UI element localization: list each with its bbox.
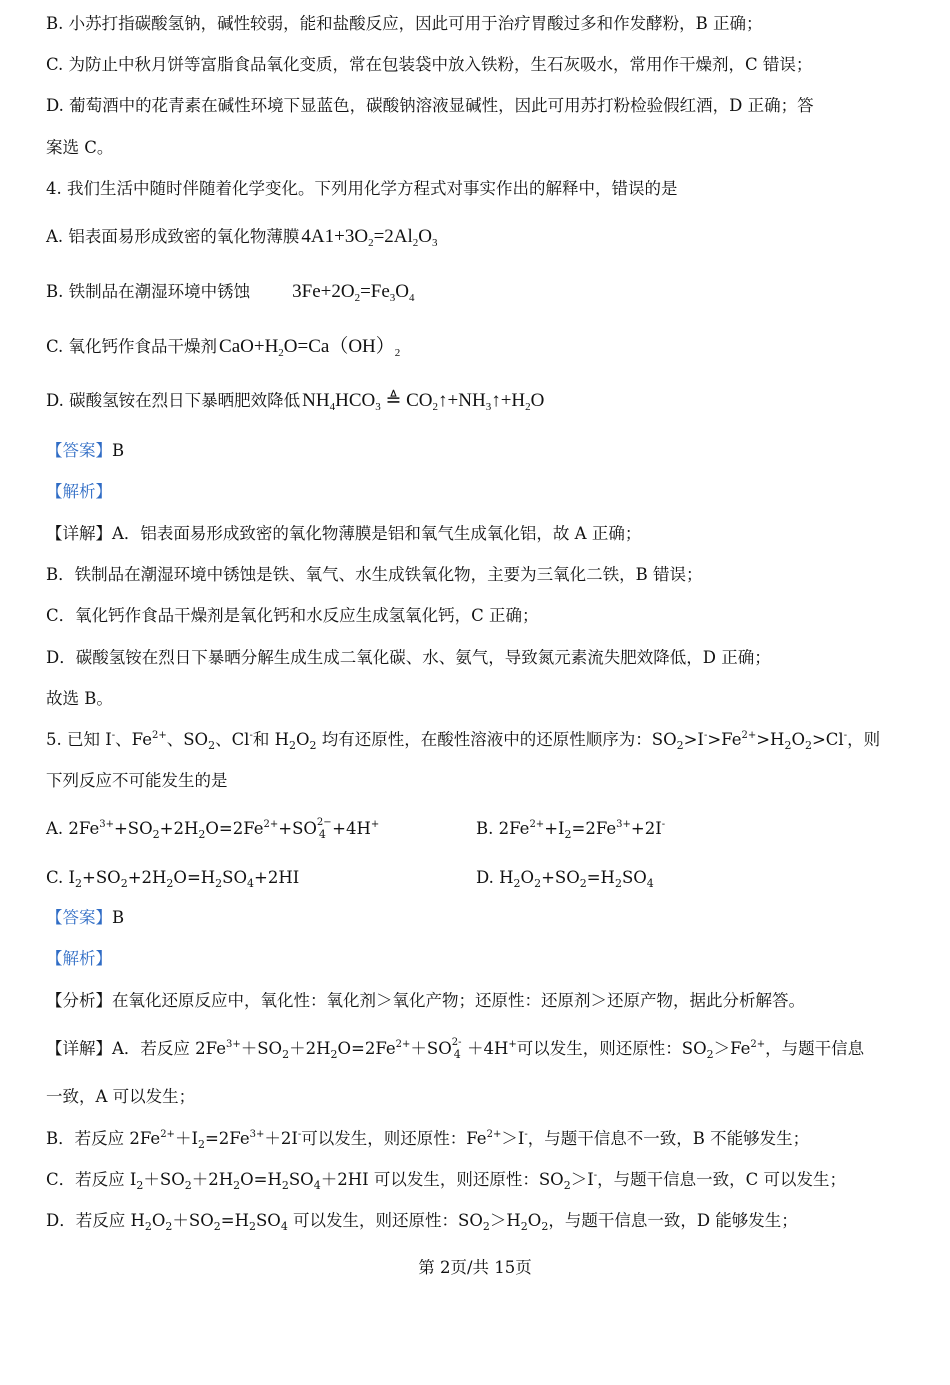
option-5b: B. $2Fe^{2+}+I_2=2Fe^{3+}+2I^-$ [476,819,666,841]
option-5c: C. $I_2+SO_2+2H_2O=H_2SO_4+2HI$ [46,868,300,890]
page-footer: 第 2页/共 15页 [418,1258,532,1277]
text-line: 案选 C。 [46,138,114,157]
detail-5a: 【详解】A．若反应 $2Fe^{3+}+SO_2+2H_2O=2Fe^{2+}+SO$ 2- 4 ＋4H+可以发生，则还原性：$SO_2>Fe^{2+}$，与题干信息 [46,1037,865,1061]
detail-4b: B．铁制品在潮湿环境中锈蚀是铁、氧气、水生成铁氧化物，主要为三氧化二铁，B 错误； [46,565,703,584]
question-5: 5. 已知 I-、$Fe^{2+}$、$SO_2$、Cl-和 $H_2O_2$ 均有还原性，在酸性溶液中的还原性顺序为：$SO_2>I^->Fe^{2+}>H_2O_2>Cl^-$，则 [46,730,881,752]
text-line: B. 小苏打指碳酸氢钠，碱性较弱，能和盐酸反应，因此可用于治疗胃酸过多和作发酵粉，B 正确； [46,14,763,33]
detail-4c: C．氧化钙作食品干燥剂是氧化钙和水反应生成氢氧化钙，C 正确； [46,606,539,625]
answer-4: 【答案】B [46,441,125,460]
detail-4-end: 故选 B。 [46,689,113,708]
option-4c: C. 氧化钙作食品干燥剂 $CaO+H_2O=Ca(OH)_2$ [46,336,401,359]
analysis-5: 【分析】在氧化还原反应中，氧化性：氧化剂＞氧化产物；还原性：还原剂＞还原产物，据此分析解答。 [46,991,805,1010]
answer-tag: 【答案】 [46,441,112,460]
option-4b: B. 铁制品在潮湿环境中锈蚀 $3Fe+2O_2=Fe_3O_4$ [46,281,415,304]
analysis-tag-5: 【解析】 [46,949,112,968]
analysis-tag-4: 【解析】 [46,482,112,501]
question-5-cont: 下列反应不可能发生的是 [46,771,228,790]
detail-5a-cont: 一致，A 可以发生； [46,1087,196,1106]
detail-4a: 【详解】A．铝表面易形成致密的氧化物薄膜是铝和氧气生成氧化铝，故 A 正确； [46,524,642,543]
question-4: 4. 我们生活中随时伴随着化学变化。下列用化学方程式对事实作出的解释中，错误的是 [46,179,678,198]
option-4a: A. 铝表面易形成致密的氧化物薄膜 $4A1+3O_2=2Al_2O_3$ [46,226,438,249]
text-line: C. 为防止中秋月饼等富脂食品氧化变质，常在包装袋中放入铁粉，生石灰吸水，常用作干燥剂，C 错误； [46,55,813,74]
text-line: D. 葡萄酒中的花青素在碱性环境下显蓝色，碳酸钠溶液显碱性，因此可用苏打粉检验假红酒，D 正确；答 [46,96,814,115]
detail-5d: D．若反应 $H_2O_2+SO_2=H_2SO_4$ 可以发生，则还原性：$SO_2>H_2O_2$，与题干信息一致，D 能够发生； [46,1211,798,1233]
detail-5b: B．若反应 $2Fe^{2+}+I_2=2Fe^{3+}+2I^-$可以发生，则还原性：$Fe^{2+}>I^-$，与题干信息不一致，B 不能够发生； [46,1129,810,1151]
detail-4d: D．碳酸氢铵在烈日下暴晒分解生成生成二氧化碳、水、氨气，导致氮元素流失肥效降低，D 正确； [46,648,771,667]
answer-5: 【答案】B [46,908,125,927]
option-5a: A. $2Fe^{3+}+SO_2+2H_2O=2Fe^{2+}+SO$ 2− 4 +4H+ [46,817,380,841]
option-5d: D. $H_2O_2+SO_2=H_2SO_4$ [476,868,654,890]
detail-5c: C．若反应 $I_2+SO_2+2H_2O=H_2SO_4+2HI$ 可以发生，则还原性：$SO_2>I^-$，与题干信息一致，C 可以发生； [46,1170,846,1192]
option-4d: D. 碳酸氢铵在烈日下暴晒肥效降低 $NH_4HCO_3$ ≜ $CO_2↑+NH_3↑+H_2O$ [46,390,545,413]
